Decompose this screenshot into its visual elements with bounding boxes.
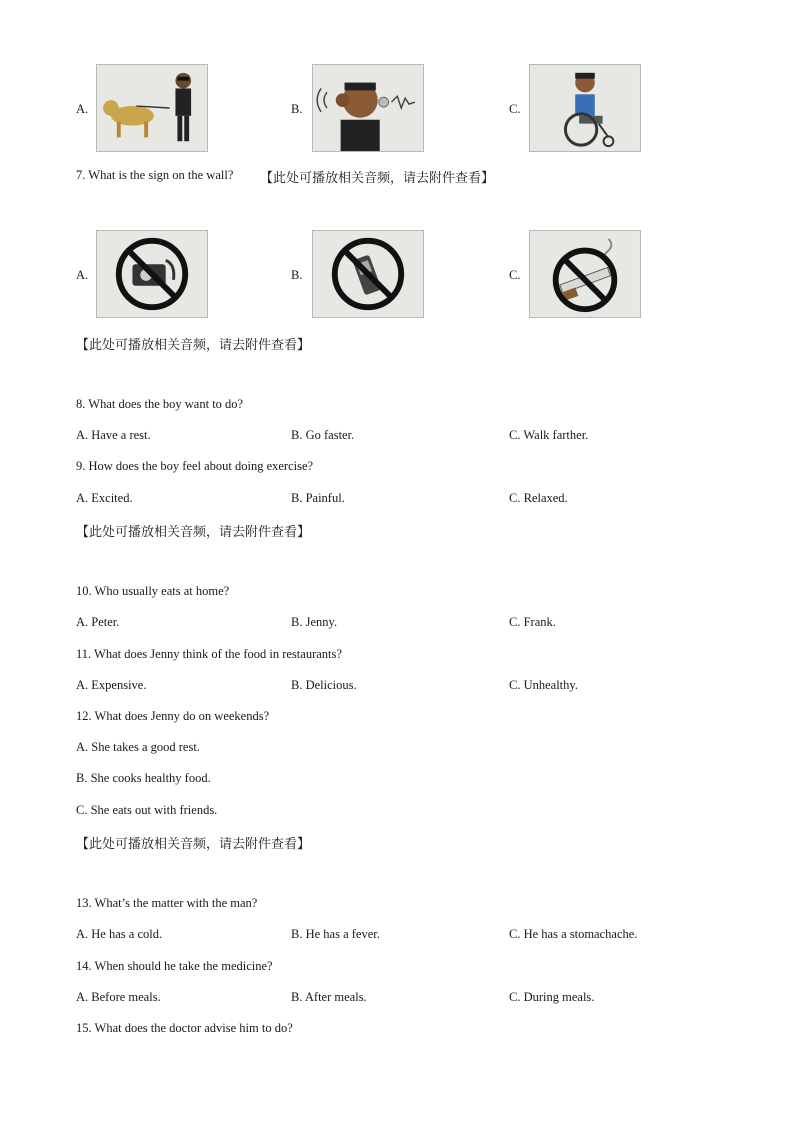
q8-option-a[interactable]: A. Have a rest. xyxy=(76,428,151,442)
q9-option-c[interactable]: C. Relaxed. xyxy=(509,491,568,505)
no-photography-icon xyxy=(97,231,207,317)
q7-option-b-image xyxy=(312,230,424,318)
q13-option-b[interactable]: B. He has a fever. xyxy=(291,927,380,941)
audio-note-2[interactable]: 【此处可播放相关音频，请去附件查看】 xyxy=(76,338,311,353)
q10-question: 10. Who usually eats at home? xyxy=(76,584,230,598)
q6-option-b-letter: B. xyxy=(291,102,303,116)
deaf-person-icon xyxy=(313,65,423,151)
q13-option-a[interactable]: A. He has a cold. xyxy=(76,927,163,941)
q14-question: 14. When should he take the medicine? xyxy=(76,959,273,973)
q12-question: 12. What does Jenny do on weekends? xyxy=(76,709,270,723)
q9-option-a[interactable]: A. Excited. xyxy=(76,491,133,505)
q11-option-b[interactable]: B. Delicious. xyxy=(291,678,357,692)
q9-option-b[interactable]: B. Painful. xyxy=(291,491,345,505)
q7-option-c-image xyxy=(529,230,641,318)
q7-option-c-letter: C. xyxy=(509,268,521,282)
q14-option-b[interactable]: B. After meals. xyxy=(291,990,367,1004)
q7-option-b-letter: B. xyxy=(291,268,303,282)
q7-option-a-letter: A. xyxy=(76,268,89,282)
q15-question: 15. What does the doctor advise him to do? xyxy=(76,1021,293,1035)
q10-option-a[interactable]: A. Peter. xyxy=(76,615,120,629)
q12-option-c[interactable]: C. She eats out with friends. xyxy=(76,803,218,817)
q6-option-c-letter: C. xyxy=(509,102,521,116)
q8-question: 8. What does the boy want to do? xyxy=(76,397,244,411)
q10-option-b[interactable]: B. Jenny. xyxy=(291,615,338,629)
no-phone-icon xyxy=(313,231,423,317)
no-smoking-icon xyxy=(530,231,640,317)
q6-option-b-image xyxy=(312,64,424,152)
audio-note-4[interactable]: 【此处可播放相关音频，请去附件查看】 xyxy=(76,837,311,852)
guide-dog-icon xyxy=(97,65,207,151)
q6-option-a-letter: A. xyxy=(76,102,89,116)
q8-option-b[interactable]: B. Go faster. xyxy=(291,428,355,442)
q11-option-a[interactable]: A. Expensive. xyxy=(76,678,147,692)
q13-option-c[interactable]: C. He has a stomachache. xyxy=(509,927,638,941)
q7-option-a-image xyxy=(96,230,208,318)
q13-question: 13. What’s the matter with the man? xyxy=(76,896,258,910)
q6-option-c-image xyxy=(529,64,641,152)
wheelchair-icon xyxy=(530,65,640,151)
q9-question: 9. How does the boy feel about doing exercise? xyxy=(76,459,314,473)
q11-option-c[interactable]: C. Unhealthy. xyxy=(509,678,578,692)
q8-option-c[interactable]: C. Walk farther. xyxy=(509,428,589,442)
audio-note-3[interactable]: 【此处可播放相关音频，请去附件查看】 xyxy=(76,525,311,540)
q11-question: 11. What does Jenny think of the food in restaurants? xyxy=(76,647,342,661)
q12-option-b[interactable]: B. She cooks healthy food. xyxy=(76,771,211,785)
q6-option-a-image xyxy=(96,64,208,152)
q14-option-c[interactable]: C. During meals. xyxy=(509,990,595,1004)
q7-audio-note[interactable]: 【此处可播放相关音频，请去附件查看】 xyxy=(260,171,495,186)
q7-question: 7. What is the sign on the wall? xyxy=(76,168,234,182)
q10-option-c[interactable]: C. Frank. xyxy=(509,615,556,629)
q12-option-a[interactable]: A. She takes a good rest. xyxy=(76,740,200,754)
q14-option-a[interactable]: A. Before meals. xyxy=(76,990,161,1004)
